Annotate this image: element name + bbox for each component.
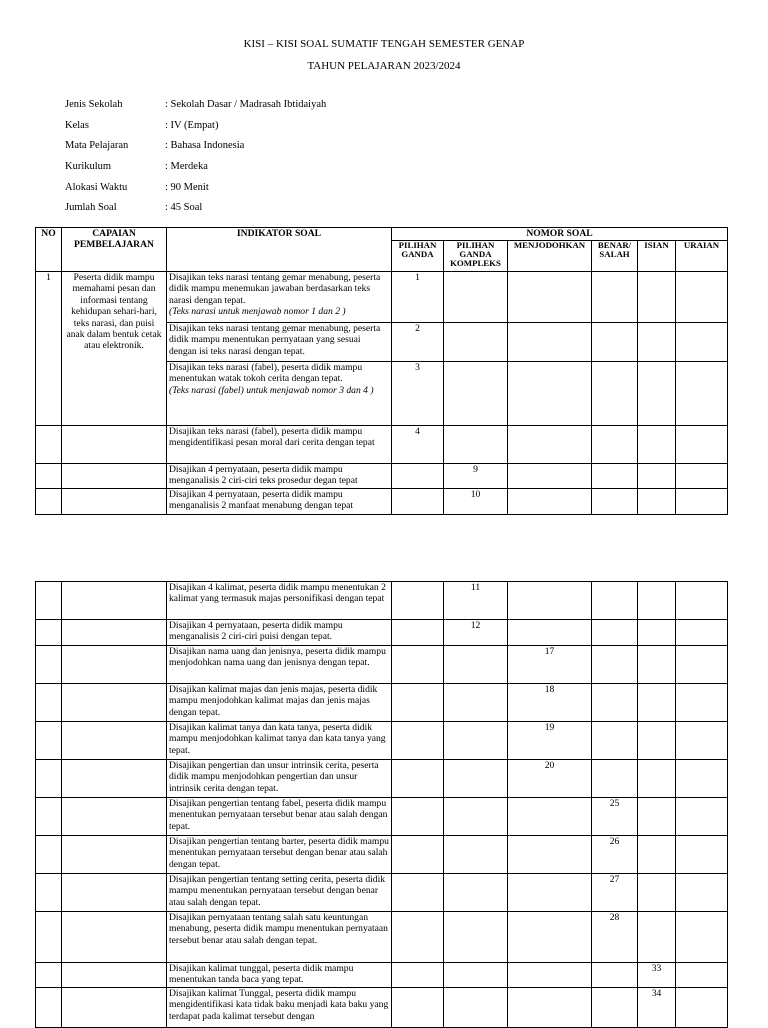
header-uraian: URAIAN [676,241,728,272]
empty-cell [36,798,62,836]
nomor-soal-pgk [444,362,508,426]
header-isian: ISIAN [638,241,676,272]
empty-cell [36,426,62,464]
nomor-soal-mj [508,426,592,464]
indikator-text: Disajikan teks narasi (fabel), peserta didik mampu menentukan watak tokoh cerita dengan tepat. [169,362,363,385]
empty-cell [62,684,167,722]
nomor-soal-pgk [444,722,508,760]
empty-cell [62,798,167,836]
nomor-soal-is [638,874,676,912]
nomor-soal-mj [508,464,592,489]
info-key: Jumlah Soal [65,202,117,214]
nomor-soal-bs [592,722,638,760]
nomor-soal-mj [508,323,592,362]
nomor-soal-mj [508,620,592,646]
nomor-soal-is [638,489,676,515]
header-benar-salah: BENAR/ SALAH [592,241,638,272]
nomor-soal-bs [592,489,638,515]
nomor-soal-mj [508,963,592,988]
nomor-soal-ur [676,646,728,684]
nomor-soal-bs: 28 [592,912,638,963]
table-row [36,620,728,646]
info-row [65,182,326,203]
nomor-soal-mj: 19 [508,722,592,760]
empty-cell [36,684,62,722]
nomor-soal-bs [592,620,638,646]
table-row [36,760,728,798]
indikator-soal: Disajikan 4 kalimat, peserta didik mampu menentukan 2 kalimat yang termasuk majas personifikasi dengan tepat [167,582,392,620]
empty-cell [36,963,62,988]
nomor-soal-is: 33 [638,963,676,988]
nomor-soal-pg [392,489,444,515]
nomor-soal-ur [676,912,728,963]
nomor-soal-mj: 20 [508,760,592,798]
info-value: : 90 Menit [165,181,209,193]
nomor-soal-bs [592,362,638,426]
info-row [65,120,326,141]
nomor-soal-pgk [444,426,508,464]
nomor-soal-is: 34 [638,988,676,1028]
info-value: : 45 Soal [165,202,203,214]
nomor-soal-pgk [444,646,508,684]
nomor-soal-mj [508,582,592,620]
document-subtitle: TAHUN PELAJARAN 2023/2024 [307,60,461,72]
nomor-soal-pg [392,464,444,489]
nomor-soal-is [638,836,676,874]
table-row [36,722,728,760]
info-key: Alokasi Waktu [65,181,128,193]
nomor-soal-pgk [444,836,508,874]
nomor-soal-ur [676,272,728,323]
nomor-soal-mj [508,272,592,323]
info-value: : Merdeka [165,161,208,173]
empty-cell [62,646,167,684]
info-key: Kelas [65,119,89,131]
empty-cell [36,836,62,874]
nomor-soal-mj [508,489,592,515]
nomor-soal-ur [676,760,728,798]
nomor-soal-pg [392,874,444,912]
nomor-soal-bs [592,646,638,684]
nomor-soal-is [638,722,676,760]
empty-cell [36,620,62,646]
kisi-table-page1 [35,227,728,515]
nomor-soal-pg: 4 [392,426,444,464]
nomor-soal-pg: 2 [392,323,444,362]
nomor-soal-bs [592,963,638,988]
empty-cell [62,489,167,515]
nomor-soal-bs [592,272,638,323]
info-key: Jenis Sekolah [65,99,123,110]
empty-cell [62,620,167,646]
table-row [36,798,728,836]
info-key: Kurikulum [65,161,112,173]
indikator-text: Disajikan 4 pernyataan, peserta didik mampu menganalisis 2 ciri-ciri teks prosedur degan tepat [169,464,358,487]
nomor-soal-mj [508,874,592,912]
nomor-soal-mj: 18 [508,684,592,722]
indikator-soal: Disajikan kalimat tanya dan kata tanya, peserta didik mampu menjodohkan kalimat tanya dan kata tanya yang tepat. [167,722,392,760]
empty-cell [62,912,167,963]
nomor-soal-ur [676,489,728,515]
header-pilihan-ganda-kompleks: PILIHAN GANDA KOMPLEKS [444,241,508,272]
nomor-soal-pg [392,836,444,874]
empty-cell [62,988,167,1028]
table-row [36,836,728,874]
indikator-soal: Disajikan pengertian dan unsur intrinsik cerita, peserta didik mampu menjodohkan pengertian dan unsur intrinsik cerita dengan tepat. [167,760,392,798]
nomor-soal-pg [392,646,444,684]
indikator-text: Disajikan teks narasi (fabel), peserta didik mampu mengidentifikasi pesan moral dari cerita dengan tepat [169,426,375,449]
empty-cell [62,874,167,912]
nomor-soal-bs: 27 [592,874,638,912]
nomor-soal-pgk: 11 [444,582,508,620]
nomor-soal-is [638,798,676,836]
header-indikator: INDIKATOR SOAL [167,228,392,272]
indikator-soal [167,362,392,426]
header-capaian: CAPAIAN PEMBELAJARAN [62,228,167,272]
info-row [65,140,326,161]
nomor-soal-pg: 3 [392,362,444,426]
capaian-pembelajaran: Peserta didik mampu memahami pesan dan informasi tentang kehidupan sehari-hari, teks narasi, dan puisi anak dalam bentuk cetak atau elektronik. [62,272,167,426]
info-row [65,99,326,120]
nomor-soal-mj [508,836,592,874]
empty-cell [62,722,167,760]
info-value: : IV (Empat) [165,119,219,131]
indikator-soal [167,426,392,464]
table-row [36,489,728,515]
info-row [65,202,326,223]
nomor-soal-pgk [444,988,508,1028]
indikator-note: (Teks narasi (fabel) untuk menjawab nomor 3 dan 4 ) [169,384,374,396]
nomor-soal-ur [676,874,728,912]
header-menjodohkan: MENJODOHKAN [508,241,592,272]
empty-cell [36,722,62,760]
nomor-soal-pg [392,684,444,722]
document-title: KISI – KISI SOAL SUMATIF TENGAH SEMESTER GENAP [243,38,525,50]
nomor-soal-pg [392,798,444,836]
kisi-table-page2 [35,581,728,1028]
indikator-soal [167,464,392,489]
table-row [36,988,728,1028]
empty-cell [62,760,167,798]
nomor-soal-bs [592,426,638,464]
nomor-soal-pg: 1 [392,272,444,323]
nomor-soal-mj [508,798,592,836]
nomor-soal-ur [676,464,728,489]
nomor-soal-is [638,426,676,464]
nomor-soal-is [638,362,676,426]
nomor-soal-ur [676,684,728,722]
nomor-soal-mj: 17 [508,646,592,684]
nomor-soal-is [638,464,676,489]
nomor-soal-pg [392,988,444,1028]
table-row [36,912,728,963]
info-value: : Sekolah Dasar / Madrasah Ibtidaiyah [165,99,327,110]
indikator-soal: Disajikan pengertian tentang setting cerita, peserta didik mampu menentukan pernyataan tersebut dengan benar atau salah dengan tepat. [167,874,392,912]
indikator-text: Disajikan teks narasi tentang gemar menabung, peserta didik mampu menentukan pernyataan yang sesuai dengan isi teks narasi dengan tepat. [169,323,381,357]
nomor-soal-is [638,912,676,963]
empty-cell [62,426,167,464]
nomor-soal-pgk: 12 [444,620,508,646]
nomor-soal-is [638,620,676,646]
empty-cell [36,464,62,489]
empty-cell [36,489,62,515]
empty-cell [36,646,62,684]
nomor-soal-pgk [444,760,508,798]
nomor-soal-pg [392,620,444,646]
indikator-soal [167,489,392,515]
indikator-text: Disajikan teks narasi tentang gemar menabung, peserta didik mampu menemukan jawaban berdasarkan teks narasi dengan tepat. [169,272,381,306]
indikator-soal: Disajikan kalimat tunggal, peserta didik mampu menentukan tanda baca yang tepat. [167,963,392,988]
info-key: Mata Pelajaran [65,140,129,152]
nomor-soal-bs [592,464,638,489]
info-value: : Bahasa Indonesia [165,140,245,152]
table-row [36,464,728,489]
nomor-soal-ur [676,988,728,1028]
empty-cell [62,836,167,874]
nomor-soal-pgk [444,963,508,988]
nomor-soal-is [638,582,676,620]
info-row [65,161,326,182]
table-row [36,272,728,323]
table-row [36,646,728,684]
nomor-soal-pgk [444,684,508,722]
nomor-soal-pgk: 10 [444,489,508,515]
nomor-soal-pgk [444,272,508,323]
nomor-soal-ur [676,323,728,362]
nomor-soal-ur [676,963,728,988]
header-nomor-soal: NOMOR SOAL [392,228,728,241]
nomor-soal-is [638,760,676,798]
indikator-soal: Disajikan 4 pernyataan, peserta didik mampu menganalisis 2 ciri-ciri puisi dengan tepat. [167,620,392,646]
empty-cell [62,582,167,620]
nomor-soal-ur [676,620,728,646]
table-row [36,426,728,464]
empty-cell [36,988,62,1028]
empty-cell [36,874,62,912]
nomor-soal-bs [592,988,638,1028]
nomor-soal-bs [592,760,638,798]
indikator-note: (Teks narasi untuk menjawab nomor 1 dan 2 ) [169,306,346,318]
nomor-soal-is [638,272,676,323]
indikator-soal [167,323,392,362]
nomor-soal-pgk [444,798,508,836]
nomor-soal-pg [392,582,444,620]
nomor-soal-ur [676,836,728,874]
nomor-soal-mj [508,988,592,1028]
header-pilihan-ganda: PILIHAN GANDA [392,241,444,272]
indikator-soal: Disajikan pengertian tentang fabel, peserta didik mampu menentukan pernyataan tersebut benar atau salah dengan tepat. [167,798,392,836]
nomor-soal-ur [676,722,728,760]
nomor-soal-pg [392,722,444,760]
empty-cell [62,464,167,489]
empty-cell [36,760,62,798]
nomor-soal-ur [676,426,728,464]
nomor-soal-bs [592,684,638,722]
header-no: NO [36,228,62,272]
nomor-soal-pg [392,963,444,988]
nomor-soal-is [638,646,676,684]
indikator-soal [167,272,392,323]
table-row [36,684,728,722]
empty-cell [36,912,62,963]
indikator-soal: Disajikan nama uang dan jenisnya, peserta didik mampu menjodohkan nama uang dan jenisnya dengan tepat. [167,646,392,684]
nomor-soal-mj [508,912,592,963]
nomor-soal-bs: 25 [592,798,638,836]
nomor-soal-bs [592,323,638,362]
indikator-soal: Disajikan kalimat Tunggal, peserta didik mampu mengidentifikasi kata tidak baku menjadi kata baku yang terdapat pada kalimat tersebut dengan [167,988,392,1028]
nomor-soal-ur [676,362,728,426]
nomor-soal-is [638,684,676,722]
nomor-soal-pg [392,760,444,798]
nomor-soal-bs: 26 [592,836,638,874]
table-row [36,963,728,988]
nomor-soal-is [638,323,676,362]
nomor-soal-pgk: 9 [444,464,508,489]
indikator-soal: Disajikan pengertian tentang barter, peserta didik mampu menentukan pernyataan tersebut dengan benar atau salah dengan tepat. [167,836,392,874]
nomor-soal-bs [592,582,638,620]
table-row [36,874,728,912]
empty-cell [36,582,62,620]
empty-cell [62,963,167,988]
table-row [36,582,728,620]
indikator-soal: Disajikan pernyataan tentang salah satu keuntungan menabung, peserta didik mampu menentukan pernyataan tersebut benar atau salah dengan tepat. [167,912,392,963]
nomor-soal-mj [508,362,592,426]
nomor-soal-ur [676,798,728,836]
indikator-text: Disajikan 4 pernyataan, peserta didik mampu menganalisis 2 manfaat menabung dengan tepat [169,489,354,512]
row-number: 1 [36,272,62,426]
nomor-soal-pgk [444,323,508,362]
nomor-soal-ur [676,582,728,620]
nomor-soal-pgk [444,874,508,912]
identity-block [65,99,326,223]
nomor-soal-pg [392,912,444,963]
indikator-soal: Disajikan kalimat majas dan jenis majas, peserta didik mampu menjodohkan kalimat majas dan jenis majas dengan tepat. [167,684,392,722]
nomor-soal-pgk [444,912,508,963]
